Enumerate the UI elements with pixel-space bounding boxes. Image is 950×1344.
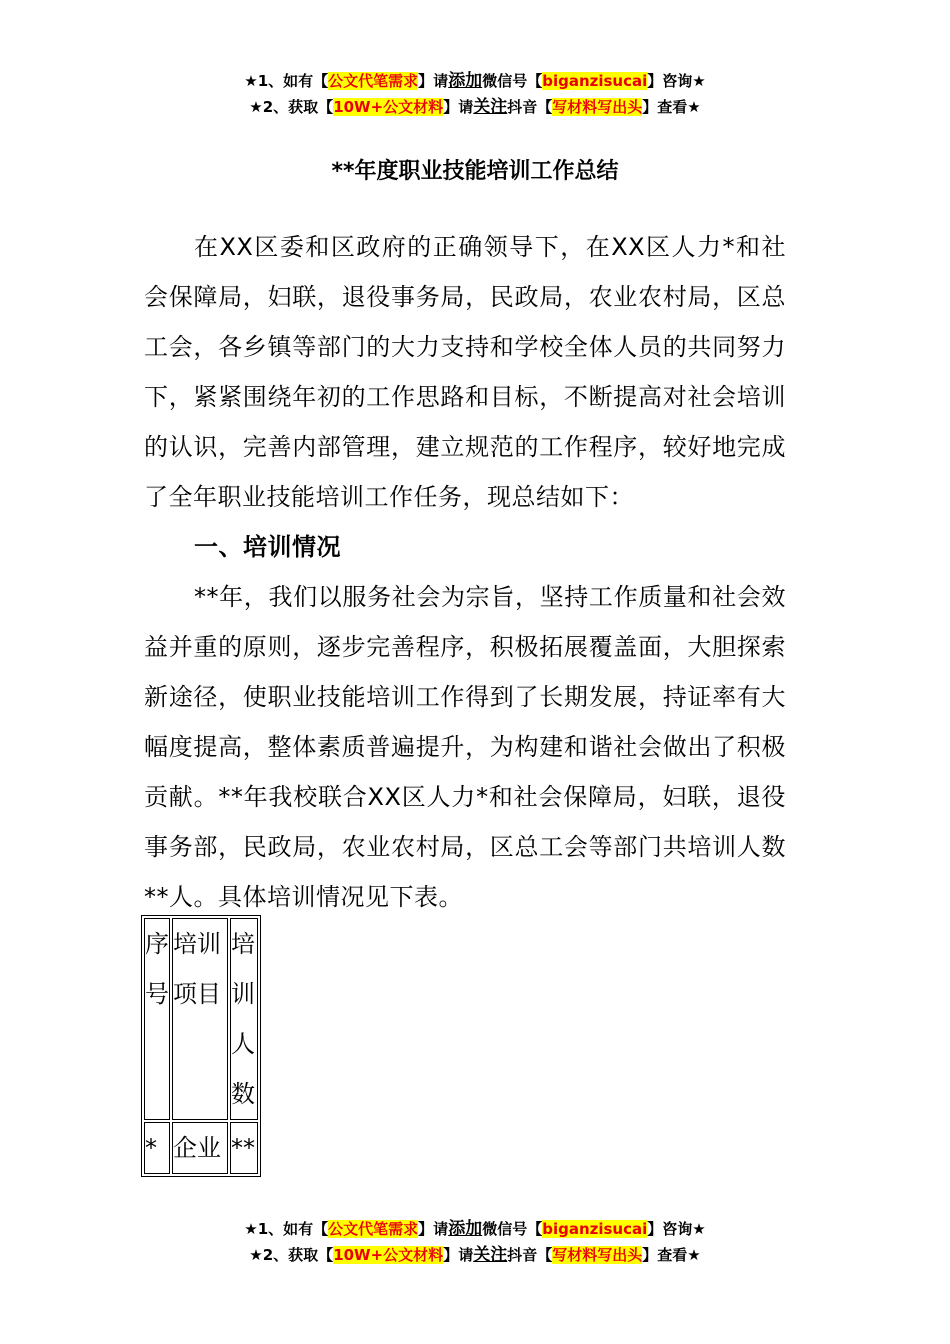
banner-line-2: [0, 1242, 950, 1268]
banner-text: 微信号【: [482, 1220, 543, 1238]
section-paragraph: **年，我们以服务社会为宗旨，坚持工作质量和社会效益并重的原则，逐步完善程序，积极拓展覆盖面，大胆探索新途径，使职业技能培训工作得到了长期发展，持证率有大幅度提高，整体素质普遍提升，为构建和谐社会做出了积极贡献。**年我校联合XX区人力*和社会保障局，妇联，退役事务部，民政局，农业农村局，区总工会等部门共培训人数**人。具体培训情况见下表。: [144, 583, 786, 911]
banner-line-1: [0, 1216, 950, 1242]
table-header-row: [144, 918, 258, 1120]
banner-text: 】请: [418, 72, 449, 90]
underlined-text: 关注: [473, 1245, 508, 1265]
banner-text: ★1、如有【: [244, 72, 329, 90]
banner-text: 】请: [418, 1220, 449, 1238]
intro-paragraph: 在XX区委和区政府的正确领导下，在XX区人力*和社会保障局，妇联，退役事务局，民政局，农业农村局，区总工会，各乡镇等部门的大力支持和学校全体人员的共同努力下，紧紧围绕年初的工作思路和目标，不断提高对社会培训的认识，完善内部管理，建立规范的工作程序，较好地完成了全年职业技能培训工作任务，现总结如下：: [144, 233, 786, 511]
document-body: [144, 222, 786, 922]
banner-text: 抖音【: [507, 1246, 553, 1264]
section-heading: 一、培训情况: [194, 533, 341, 561]
document-title: **年度职业技能培训工作总结: [331, 159, 619, 184]
highlight-text: 公文代笔需求: [328, 1220, 419, 1238]
banner-text: ★2、获取【: [249, 98, 334, 116]
banner-text: 】查看★: [642, 98, 701, 116]
underlined-text: 关注: [473, 97, 508, 117]
banner-text: ★1、如有【: [244, 1220, 329, 1238]
header-cell-count: 培训人数: [230, 918, 258, 1120]
banner-text: 】查看★: [642, 1246, 701, 1264]
wechat-id-highlight: biganzisucai: [542, 72, 648, 90]
banner-text: 抖音【: [507, 98, 553, 116]
header-banner: [0, 68, 950, 120]
banner-text: 微信号【: [482, 72, 543, 90]
highlight-text: 写材料写出头: [552, 1246, 643, 1264]
training-table: [141, 915, 261, 1177]
banner-text: ★2、获取【: [249, 1246, 334, 1264]
highlight-text: 公文代笔需求: [328, 72, 419, 90]
table-cell: 企业: [172, 1122, 228, 1174]
highlight-text: 10W+公文材料: [333, 1246, 444, 1264]
banner-text: 】请: [443, 1246, 474, 1264]
highlight-text: 写材料写出头: [552, 98, 643, 116]
header-cell-index: 序号: [144, 918, 170, 1120]
banner-text: 】咨询★: [647, 72, 706, 90]
banner-text: 】咨询★: [647, 1220, 706, 1238]
underlined-text: 添加: [448, 71, 483, 91]
wechat-id-highlight: biganzisucai: [542, 1220, 648, 1238]
banner-text: 】请: [443, 98, 474, 116]
highlight-text: 10W+公文材料: [333, 98, 444, 116]
header-cell-project: 培训项目: [172, 918, 228, 1120]
banner-line-2: [0, 94, 950, 120]
table-cell: **: [230, 1122, 258, 1174]
table-row: [144, 1122, 258, 1174]
underlined-text: 添加: [448, 1219, 483, 1239]
footer-banner: [0, 1216, 950, 1268]
table-cell: *: [144, 1122, 170, 1174]
banner-line-1: [0, 68, 950, 94]
